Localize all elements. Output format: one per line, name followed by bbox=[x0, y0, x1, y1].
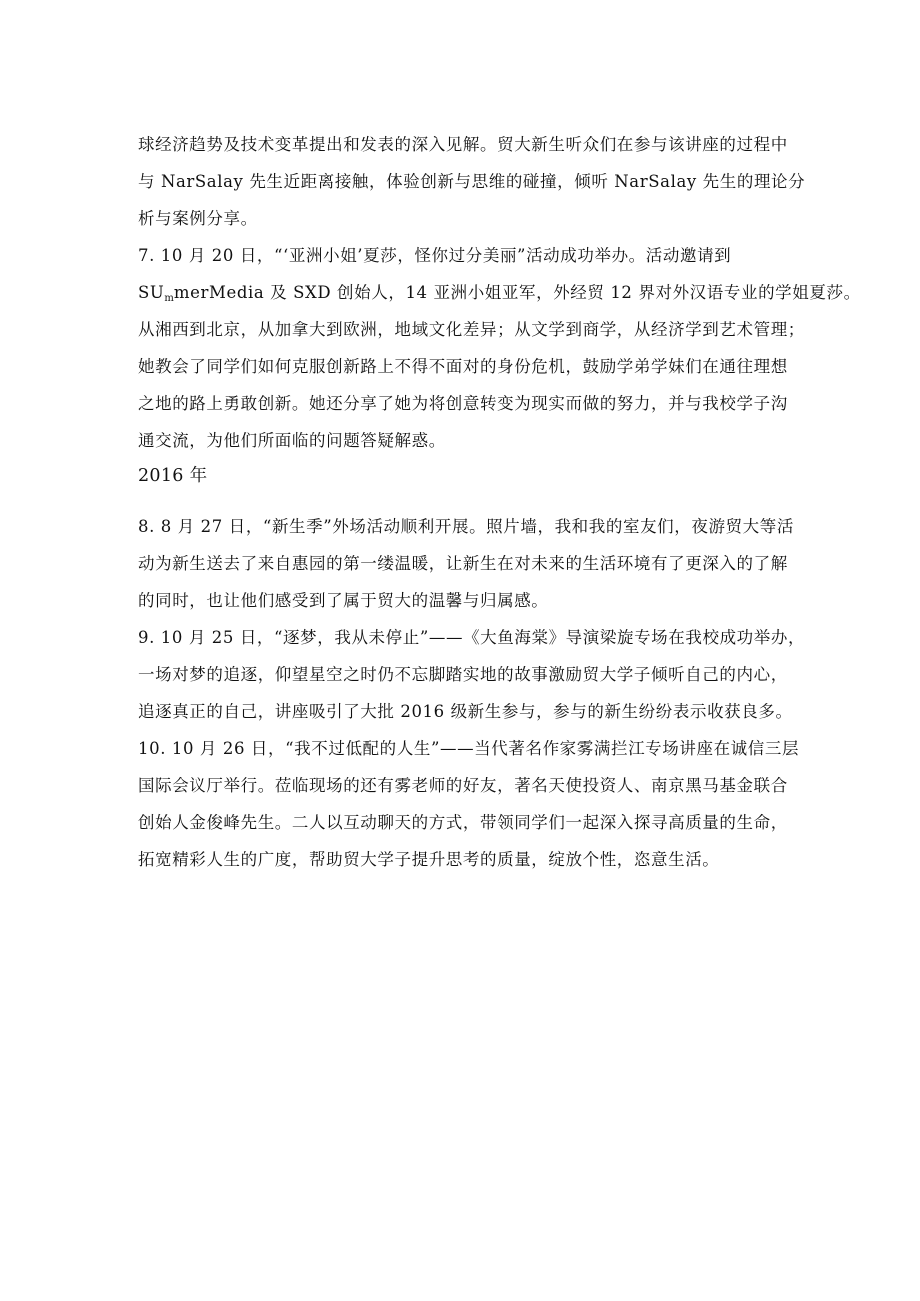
text-fragment: SU bbox=[138, 283, 165, 302]
text-line-summermedia bbox=[138, 274, 861, 311]
text-line: 与 NarSalay 先生近距离接触，体验创新与思维的碰撞，倾听 NarSalay 先生的理论分 bbox=[138, 172, 806, 191]
text-line: 通交流，为他们所面临的问题答疑解惑。 bbox=[138, 431, 446, 450]
text-line: 球经济趋势及技术变革提出和发表的深入见解。贸大新生听众们在参与该讲座的过程中 bbox=[138, 135, 788, 154]
paragraph-item-8 bbox=[138, 508, 798, 619]
text-line: 动为新生送去了来自惠园的第一缕温暖，让新生在对未来的生活环境有了更深入的了解 bbox=[138, 554, 788, 573]
text-line: 追逐真正的自己，讲座吸引了大批 2016 级新生参与，参与的新生纷纷表示收获良多。 bbox=[138, 702, 793, 721]
paragraph-item-7 bbox=[138, 237, 861, 459]
paragraph-item-9 bbox=[138, 619, 806, 730]
text-line: 析与案例分享。 bbox=[138, 209, 258, 228]
text-line: 之地的路上勇敢创新。她还分享了她为将创意转变为现实而做的努力，并与我校学子沟 bbox=[138, 394, 788, 413]
text-line: 9. 10 月 25 日，“逐梦，我从未停止”——《大鱼海棠》导演梁旋专场在我校成功举办， bbox=[138, 628, 806, 647]
text-line: 拓宽精彩人生的广度，帮助贸大学子提升思考的质量，绽放个性，恣意生活。 bbox=[138, 850, 720, 869]
text-fragment-subscript: m bbox=[164, 293, 174, 304]
text-line: 创始人金俊峰先生。二人以互动聊天的方式，带领同学们一起深入探寻高质量的生命， bbox=[138, 813, 788, 832]
text-line: 一场对梦的追逐，仰望星空之时仍不忘脚踏实地的故事激励贸大学子倾听自己的内心， bbox=[138, 665, 788, 684]
text-line: 国际会议厅举行。莅临现场的还有雾老师的好友，著名天使投资人、南京黑马基金联合 bbox=[138, 776, 788, 795]
text-line: 她教会了同学们如何克服创新路上不得不面对的身份危机，鼓励学弟学妹们在通往理想 bbox=[138, 357, 788, 376]
paragraph-narsalay-lecture bbox=[138, 126, 806, 237]
text-line: 的同时，也让他们感受到了属于贸大的温馨与归属感。 bbox=[138, 591, 549, 610]
text-fragment: merMedia 及 SXD 创始人，14 亚洲小姐亚军，外经贸 12 界对外汉语专业的学姐夏莎。 bbox=[173, 283, 861, 302]
text-line: 10. 10 月 26 日，“我不过低配的人生”——当代著名作家雾满拦江专场讲座在诚信三层 bbox=[138, 739, 800, 758]
text-line: 7. 10 月 20 日，“‘亚洲小姐’夏莎，怪你过分美丽”活动成功举办。活动邀请到 bbox=[138, 246, 732, 265]
section-heading-2016: 2016 年 bbox=[138, 466, 208, 486]
paragraph-item-10 bbox=[138, 730, 798, 878]
text-line: 8. 8 月 27 日，“新生季”外场活动顺利开展。照片墙，我和我的室友们，夜游贸大等活 bbox=[138, 517, 794, 536]
text-line: 从湘西到北京，从加拿大到欧洲，地域文化差异；从文学到商学，从经济学到艺术管理； bbox=[138, 320, 805, 339]
